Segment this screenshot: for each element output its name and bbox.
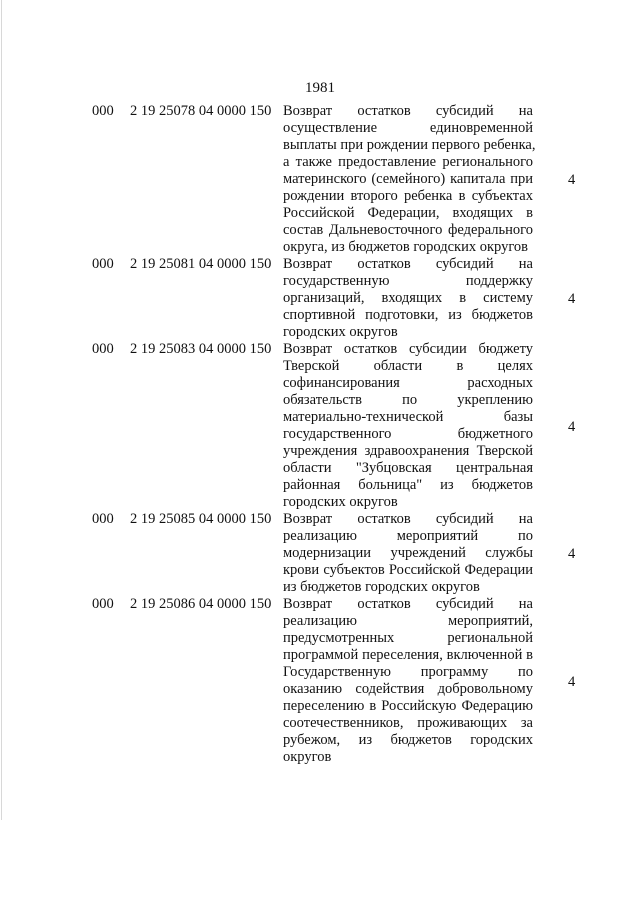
admin-code-cell: 000 [92,103,114,119]
budget-classification-code-cell: 2 19 25083 04 0000 150 [130,341,272,357]
description-line: округа, из бюджетов городских округов [283,239,529,255]
description-line: учреждения здравоохранения Тверской [283,443,533,459]
description-line: предусмотренных региональной [283,630,533,646]
description-line: переселению в Российскую Федерацию [283,698,533,714]
page-number: 1981 [305,80,335,96]
description-cell [283,103,536,256]
description-line: Возврат остатков субсидий на [283,103,533,119]
admin-code-cell: 000 [92,511,114,527]
description-line: рубежом, из бюджетов городских [283,732,533,748]
description-cell [283,256,533,341]
description-line: материально-технической базы [283,409,533,425]
value-cell: 4 [568,419,576,435]
description-line: организаций, входящих в систему [283,290,533,306]
budget-classification-code-cell: 2 19 25086 04 0000 150 [130,596,272,612]
table-row [0,511,640,596]
description-line: материнского (семейного) капитала при [283,171,533,187]
description-cell [283,596,533,766]
description-line: рождении второго ребенка в субъектах [283,188,533,204]
description-line: соотечественников, проживающих за [283,715,533,731]
description-line: из бюджетов городских округов [283,579,480,595]
table-row [0,103,640,256]
description-line: Российской Федерации, входящих в [283,205,533,221]
description-line: реализацию мероприятий по [283,528,533,544]
value-cell: 4 [568,172,576,188]
value-cell: 4 [568,291,576,307]
description-line: Возврат остатков субсидий на [283,511,533,527]
description-line: районная больница" из бюджетов [283,477,533,493]
budget-classification-code-cell: 2 19 25085 04 0000 150 [130,511,272,527]
description-line: софинансирования расходных [283,375,533,391]
description-line: осуществление единовременной [283,120,533,136]
admin-code-cell: 000 [92,256,114,272]
table-row [0,596,640,766]
description-line: обязательств по укреплению [283,392,533,408]
description-line: Тверской области в целях [283,358,533,374]
description-line: Возврат остатков субсидий на [283,596,533,612]
description-line: спортивной подготовки, из бюджетов [283,307,533,323]
table-row [0,341,640,511]
table-row [0,256,640,341]
budget-classification-code-cell: 2 19 25081 04 0000 150 [130,256,272,272]
admin-code-cell: 000 [92,596,114,612]
description-cell [283,511,533,596]
description-line: программой переселения, включенной в [283,647,533,663]
description-line: Возврат остатков субсидий на [283,256,533,272]
description-line: оказанию содействия добровольному [283,681,533,697]
description-line: модернизации учреждений службы [283,545,533,561]
description-line: городских округов [283,494,398,510]
description-line: государственного бюджетного [283,426,533,442]
value-cell: 4 [568,546,576,562]
value-cell: 4 [568,674,576,690]
description-line: Государственную программу по [283,664,533,680]
description-line: выплаты при рождении первого ребенка, [283,137,536,153]
admin-code-cell: 000 [92,341,114,357]
description-line: реализацию мероприятий, [283,613,533,629]
budget-classification-code-cell: 2 19 25078 04 0000 150 [130,103,272,119]
description-cell [283,341,533,511]
description-line: государственную поддержку [283,273,533,289]
description-line: крови субъектов Российской Федерации [283,562,533,578]
description-line: а также предоставление регионального [283,154,533,170]
description-line: области "Зубцовская центральная [283,460,533,476]
description-line: городских округов [283,324,398,340]
budget-code-table [0,103,640,766]
description-line: округов [283,749,332,765]
description-line: состав Дальневосточного федерального [283,222,533,238]
description-line: Возврат остатков субсидии бюджету [283,341,533,357]
